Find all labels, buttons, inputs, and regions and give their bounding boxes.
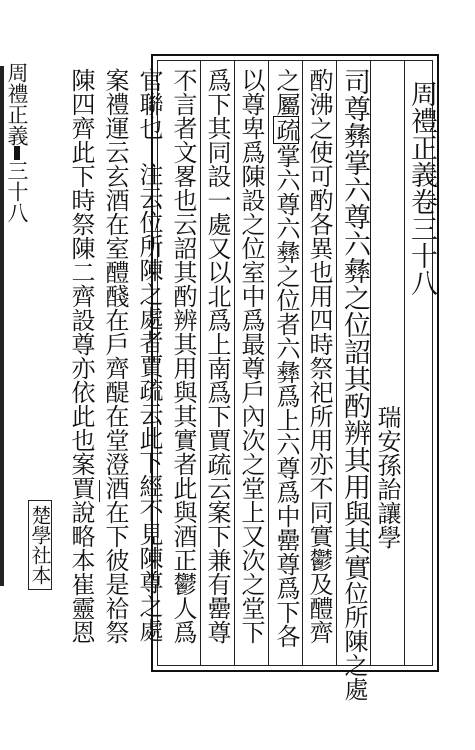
commentary-text: 注云位所陳之處者賈疏云此下經不見陳尊之處 [135,162,163,642]
commentary-column: 不言者文畧也云詔其酌辨其用與其實者此與酒正鬱人爲 [169,68,197,644]
commentary-column [273,68,299,648]
commentary-note: 位所陳之處 [340,581,368,701]
column-rule [336,61,337,665]
commentary-column: 案禮運云玄酒在室醴醆在戶齊醍在堂澄酒在下彼是祫祭 [101,68,129,644]
commentary-column: 陳四齊此下時祭陳二齊設尊亦依此也案賈說略本崔靈恩 [67,68,95,644]
commentary-column: 酌沸之使可酌各異也用四時祭祀所用亦不同實鬱及醴齊 [305,68,333,644]
column-rule [268,61,269,665]
column-rule [370,61,371,665]
author-line: 瑞安孫詒讓學 [373,405,401,549]
publisher-label: 楚學社本 [28,500,52,590]
commentary-text: 官聯也 [135,68,163,140]
spine-edge [0,66,4,586]
spine-volume: 三十八 [5,160,29,223]
commentary-text: 之屬 [272,68,300,116]
commentary-column [137,68,161,642]
column-rule [200,61,201,665]
commentary-column: 以尊卑爲陳設之位室中爲最尊戶內次之堂上又次之堂下 [237,68,265,644]
book-title: 周禮正義卷三十八 [406,80,437,296]
column-rule [302,61,303,665]
spine-label [6,62,27,223]
shu-marker: 疏 [272,118,300,142]
spine-title: 周禮正義 [5,62,29,146]
column-rule [234,61,235,665]
commentary-column: 爲下其同設一處又以北爲上南爲下賈疏云案下兼有罍尊 [203,68,231,644]
classic-text: 司尊彝掌六尊六彝之位詔其酌辨其用與其實 [339,68,370,581]
footer-dash [99,480,100,502]
commentary-text: 掌六尊六彝之位者六彝爲上六尊爲中罍尊爲下各 [272,144,300,648]
main-text-column [341,68,368,701]
spine-mark [14,146,20,160]
column-rule [404,61,405,665]
